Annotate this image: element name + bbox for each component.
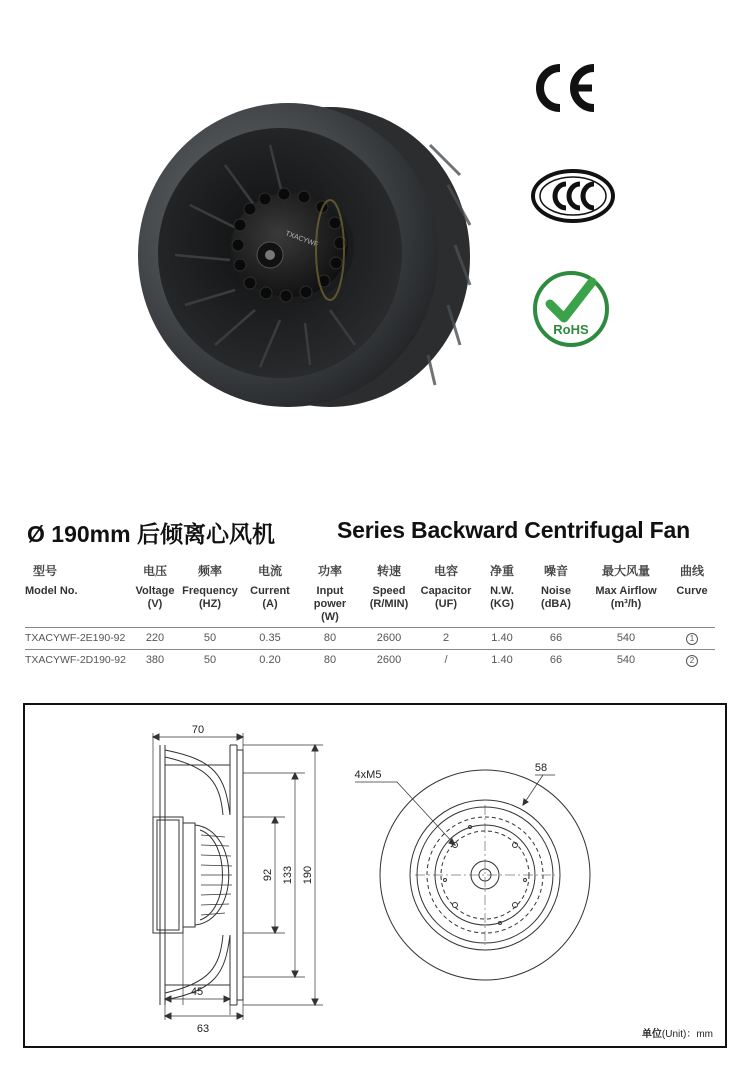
ce-mark-icon: [530, 62, 600, 114]
header-unit: (HZ): [199, 598, 221, 610]
header-cn: 电压: [142, 564, 167, 578]
header-unit: (W): [321, 611, 339, 623]
header-en: Input power (W): [313, 585, 347, 623]
cell-model: TXACYWF-2D190-92: [25, 650, 131, 672]
cell: 50: [179, 650, 241, 672]
product-title: [27, 516, 727, 552]
motor-label: TXACYWF: [284, 230, 319, 249]
title-en: Series Backward Centrifugal Fan: [337, 517, 690, 543]
dim-63: 63: [196, 1023, 210, 1035]
header-unit: (m³/h): [610, 598, 642, 610]
header-unit: (KG): [490, 598, 514, 610]
cell-curve: [669, 628, 715, 650]
cell: 0.20: [241, 650, 299, 672]
cell: 80: [299, 628, 361, 650]
dim-133: 133: [282, 865, 294, 885]
dim-92: 92: [262, 868, 274, 882]
header-en: Curve: [676, 585, 708, 597]
cell: 380: [131, 650, 179, 672]
unit-label-en: (Unit)：mm: [661, 1029, 713, 1040]
header-en: Capacitor (UF): [420, 585, 472, 610]
header-cn: 噪音: [543, 564, 568, 578]
header-en: Noise (dBA): [541, 585, 571, 610]
table-row: [25, 650, 715, 672]
title-cn: Ø 190mm 后倾离心风机: [27, 521, 275, 547]
header-row-cn: [25, 565, 715, 585]
cell: 2: [417, 628, 475, 650]
header-unit: (V): [147, 598, 163, 610]
cell: 2600: [361, 650, 417, 672]
header-unit: (UF): [435, 598, 457, 610]
header-cn: 曲线: [679, 564, 704, 578]
cell: 50: [179, 628, 241, 650]
cell: 66: [529, 650, 583, 672]
header-cn: 转速: [376, 564, 401, 578]
curve-marker: 1: [686, 633, 698, 645]
header-cn: 频率: [197, 564, 222, 578]
dim-58: 58: [534, 762, 548, 774]
rohs-mark-icon: [528, 268, 614, 350]
cell: 220: [131, 628, 179, 650]
header-en: Max Airflow (m³/h): [595, 585, 657, 610]
header-en: Frequency (HZ): [182, 585, 238, 610]
header-cn: 型号: [33, 564, 58, 578]
cell: 1.40: [475, 650, 529, 672]
cell: 2600: [361, 628, 417, 650]
header-en: Current (A): [250, 585, 290, 610]
header-cn: 最大风量: [601, 564, 650, 578]
ccc-mark-icon: [530, 168, 616, 224]
cell: 80: [299, 650, 361, 672]
cell: 0.35: [241, 628, 299, 650]
header-en: Voltage (V): [135, 585, 175, 610]
svg-text:RoHS: RoHS: [553, 322, 589, 337]
cell: 1.40: [475, 628, 529, 650]
header-unit: (dBA): [541, 598, 571, 610]
specs-table: [25, 565, 715, 672]
header-unit: (R/MIN): [369, 598, 409, 610]
dimension-drawing: [23, 703, 727, 1048]
cell-curve: [669, 650, 715, 672]
header-en: N.W. (KG): [490, 585, 514, 610]
header-row-en: [25, 585, 715, 628]
curve-marker: 2: [686, 655, 698, 667]
cell: 540: [583, 650, 669, 672]
cell-model: TXACYWF-2E190-92: [25, 628, 131, 650]
cell: /: [417, 650, 475, 672]
header-en: Model No.: [25, 585, 78, 597]
unit-label-cn: 单位: [641, 1029, 662, 1040]
header-en: Speed (R/MIN): [369, 585, 409, 610]
header-cn: 电容: [433, 564, 458, 578]
table-row: [25, 628, 715, 650]
header-unit: (A): [262, 598, 278, 610]
dim-45: 45: [190, 986, 204, 998]
dim-190: 190: [302, 865, 314, 885]
cell: 540: [583, 628, 669, 650]
dim-screw: 4xM5: [354, 769, 382, 781]
fan-photo: [130, 95, 475, 415]
dim-70: 70: [191, 724, 205, 736]
unit-note: [642, 1025, 713, 1040]
cell: 66: [529, 628, 583, 650]
header-cn: 净重: [489, 564, 514, 578]
header-cn: 电流: [257, 564, 282, 578]
header-cn: 功率: [317, 564, 342, 578]
